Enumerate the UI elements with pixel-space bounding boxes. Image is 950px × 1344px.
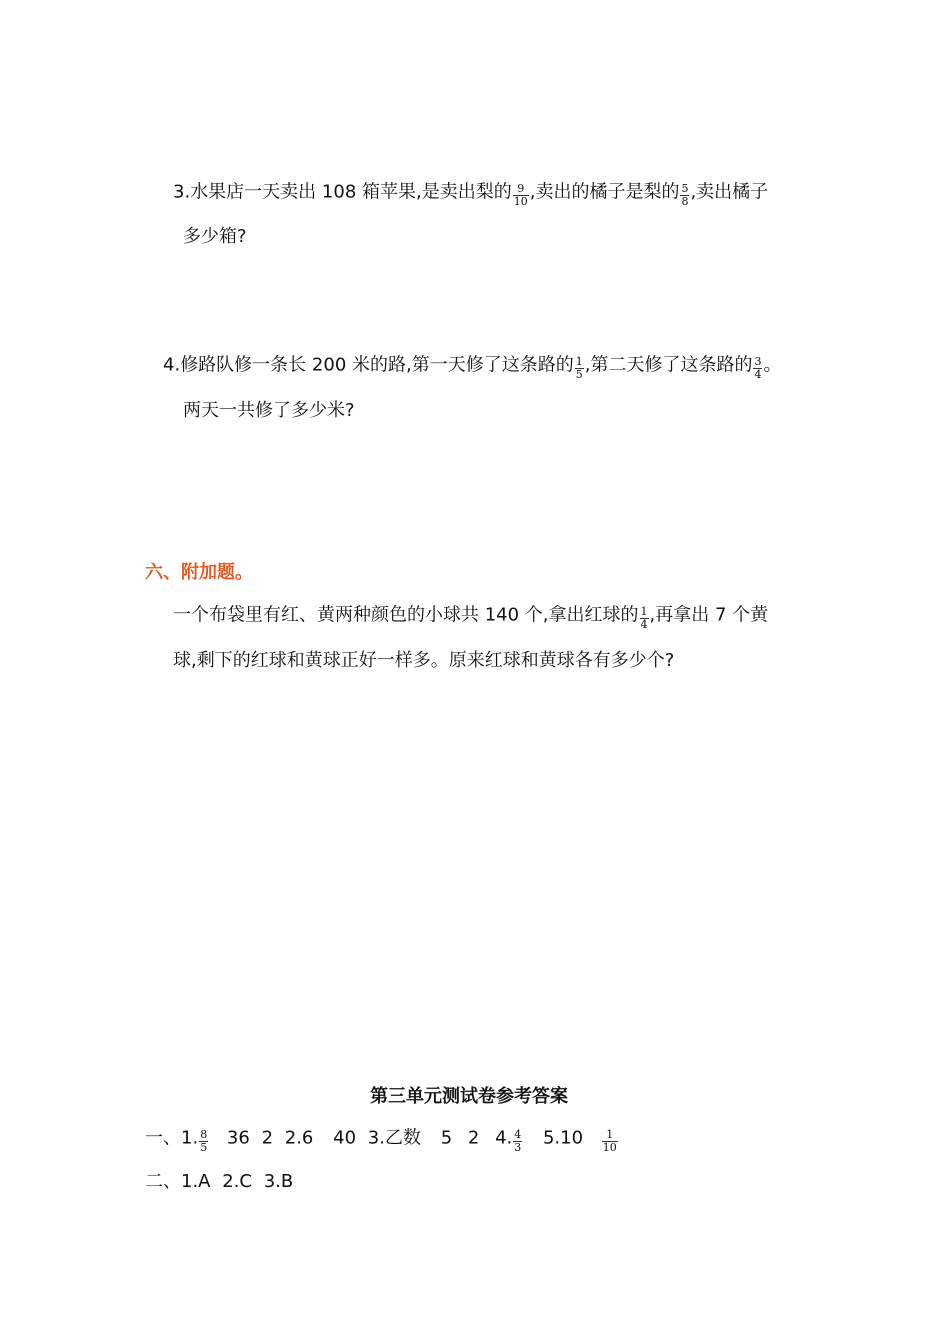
- answer-label: 一、1.: [145, 1127, 199, 1149]
- answer-value: 5: [440, 1127, 453, 1149]
- question-4-line-2: [183, 400, 355, 422]
- question-text: ,卖出的橘子是梨的: [529, 181, 680, 203]
- question-text: 。: [763, 354, 782, 376]
- question-number: 4.: [163, 354, 181, 376]
- fraction: $\frac{1}{4}$: [640, 605, 648, 631]
- answers-row-1: [145, 1126, 619, 1154]
- section-6-line-2: [173, 650, 674, 672]
- fraction: $\frac{4}{3}$: [514, 1128, 522, 1154]
- answer-value: 36: [226, 1127, 250, 1149]
- question-3-line-2: [183, 226, 247, 248]
- answer-value: 2.C: [222, 1171, 252, 1192]
- fraction: $\frac{1}{5}$: [575, 355, 583, 381]
- answers-row-2: [145, 1171, 293, 1193]
- question-text: 水果店一天卖出 108 箱苹果,是卖出梨的: [190, 181, 512, 203]
- section-6-title: 六、附加题。: [145, 562, 253, 583]
- answer-value: 4.: [495, 1127, 513, 1149]
- answer-value: 2: [261, 1127, 274, 1149]
- question-text: ,第二天修了这条路的: [584, 354, 753, 376]
- answer-value: 5.10: [542, 1127, 584, 1149]
- answer-value: 3.B: [263, 1171, 294, 1192]
- question-text: 两天一共修了多少米?: [183, 400, 355, 421]
- section-6-line-1: [173, 603, 769, 631]
- question-text: 修路队修一条长 200 米的路,第一天修了这条路的: [180, 354, 574, 376]
- answers-title: 第三单元测试卷参考答案: [370, 1086, 568, 1107]
- answer-value: 2.6: [284, 1127, 314, 1149]
- question-text: 一个布袋里有红、黄两种颜色的小球共 140 个,拿出红球的: [173, 604, 639, 626]
- fraction: $\frac{1}{10}$: [602, 1128, 617, 1154]
- question-text: 球,剩下的红球和黄球正好一样多。原来红球和黄球各有多少个?: [173, 650, 675, 671]
- answer-value: 40: [333, 1127, 357, 1149]
- fraction: $\frac{5}{8}$: [681, 182, 689, 208]
- question-text: 多少箱?: [183, 226, 247, 247]
- fraction: $\frac{8}{5}$: [200, 1128, 208, 1154]
- question-number: 3.: [173, 181, 191, 203]
- question-text: ,卖出橘子: [690, 181, 769, 203]
- question-4-line-1: [163, 353, 782, 381]
- answer-value: 3.乙数: [367, 1127, 421, 1149]
- question-text: ,再拿出 7 个黄: [649, 604, 769, 626]
- question-3-line-1: [173, 180, 769, 208]
- fraction: $\frac{9}{10}$: [513, 182, 528, 208]
- answer-label: 二、1.A: [145, 1171, 211, 1192]
- fraction: $\frac{3}{4}$: [754, 355, 762, 381]
- answer-value: 2: [467, 1127, 480, 1149]
